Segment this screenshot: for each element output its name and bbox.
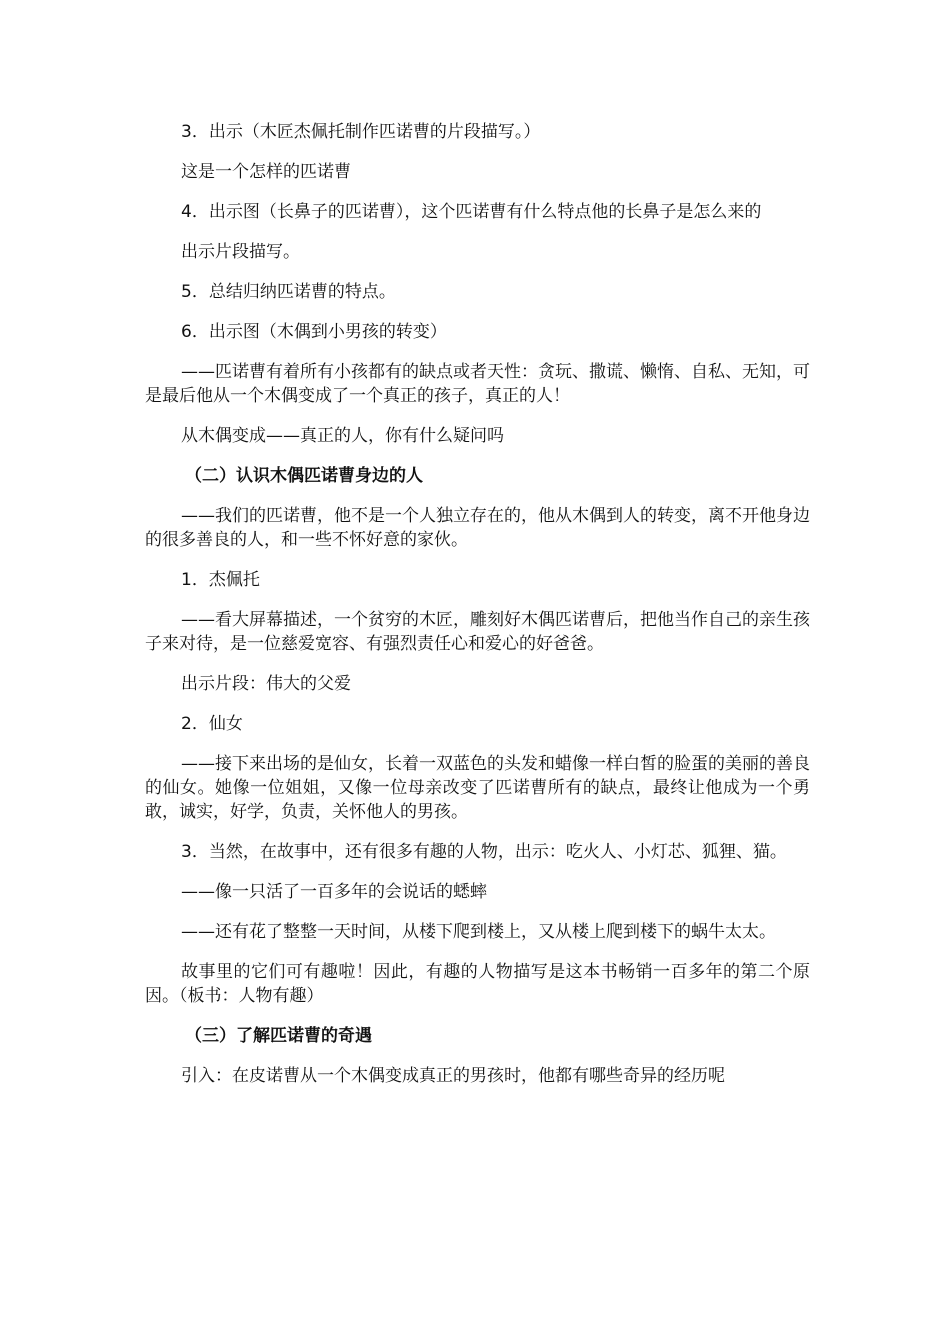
paragraph-step-4-long-nose: 4．出示图（长鼻子的匹诺曹），这个匹诺曹有什么特点他的长鼻子是怎么来的 [181, 202, 762, 222]
paragraph-item-fairy: 2．仙女 [181, 714, 243, 734]
paragraph-snail: ——还有花了整整一天时间，从楼下爬到楼上，又从楼上爬到楼下的蜗牛太太。 [181, 922, 776, 942]
paragraph-show-excerpt: 出示片段描写。 [181, 242, 300, 262]
document-body [145, 120, 810, 1104]
paragraph-geppetto-description: ——看大屏幕描述，一个贫穷的木匠，雕刻好木偶匹诺曹后，把他当作自己的亲生孩子来对待，是一位慈爱宽容、有强烈责任心和爱心的好爸爸。 [145, 610, 810, 654]
paragraph-item-geppetto: 1．杰佩托 [181, 570, 260, 590]
section-heading-3: （三）了解匹诺曹的奇遇 [185, 1026, 372, 1046]
paragraph-step-5-summary: 5．总结归纳匹诺曹的特点。 [181, 282, 396, 302]
paragraph-pinocchio-traits: ——匹诺曹有着所有小孩都有的缺点或者天性：贪玩、撒谎、懒惰、自私、无知，可是最后他从一个木偶变成了一个真正的孩子，真正的人！ [145, 362, 810, 406]
paragraph-second-reason: 故事里的它们可有趣啦！因此，有趣的人物描写是这本书畅销一百多年的第二个原因。（板书：人物有趣） [145, 962, 810, 1006]
section-heading-2: （二）认识木偶匹诺曹身边的人 [185, 466, 423, 486]
paragraph-real-person-question: 从木偶变成——真正的人，你有什么疑问吗 [181, 426, 504, 446]
paragraph-introduction: 引入：在皮诺曹从一个木偶变成真正的男孩时，他都有哪些奇异的经历呢 [181, 1066, 725, 1086]
paragraph-step-3-show-excerpt: 3．出示（木匠杰佩托制作匹诺曹的片段描写。） [181, 122, 541, 142]
paragraph-question-what-kind: 这是一个怎样的匹诺曹 [181, 162, 351, 182]
paragraph-interesting-characters: 3．当然，在故事中，还有很多有趣的人物，出示：吃火人、小灯芯、狐狸、猫。 [181, 842, 787, 862]
paragraph-step-6-transformation: 6．出示图（木偶到小男孩的转变） [181, 322, 447, 342]
paragraph-fairy-description: ——接下来出场的是仙女，长着一双蓝色的头发和蜡像一样白皙的脸蛋的美丽的善良的仙女。她像一位姐姐，又像一位母亲改变了匹诺曹所有的缺点，最终让他成为一个勇敢，诚实，好学，负责，关怀他人的男孩。 [145, 754, 810, 822]
paragraph-fatherly-love: 出示片段：伟大的父爱 [181, 674, 351, 694]
paragraph-people-around: ——我们的匹诺曹，他不是一个人独立存在的，他从木偶到人的转变，离不开他身边的很多善良的人，和一些不怀好意的家伙。 [145, 506, 810, 550]
paragraph-cricket: ——像一只活了一百多年的会说话的蟋蟀 [181, 882, 487, 902]
